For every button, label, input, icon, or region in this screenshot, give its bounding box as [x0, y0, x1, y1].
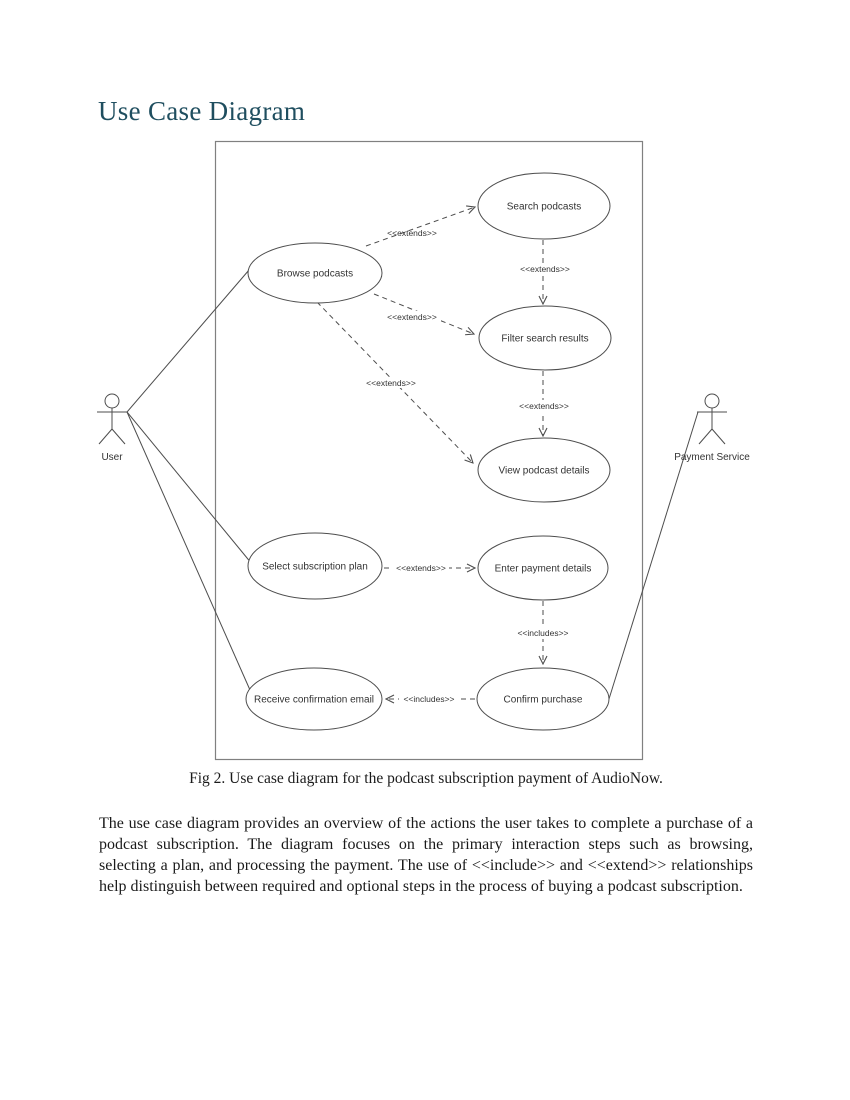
actor-user — [97, 394, 127, 463]
edge-browse-extends-filter — [374, 294, 474, 334]
use-case-label: Browse podcasts — [276, 268, 354, 280]
edge-search-extends-filter — [515, 240, 573, 304]
use-case-select-subscription-plan — [248, 533, 382, 599]
actor-user-label: User — [101, 452, 123, 463]
edge-label: <<extends>> — [519, 401, 569, 411]
use-case-receive-confirmation-email — [246, 668, 382, 730]
body-paragraph: The use case diagram provides an overview of the actions the user takes to complete a purchase of a podcast subscription. The diagram focuses on the primary interaction steps such as browsing, selecting a plan, and processing the payment. The use of <<include>> and <<extend>> relationships help distinguish between required and optional steps in the process of buying a podcast subscription. — [99, 815, 753, 895]
edge-label: <<includes>> — [517, 628, 569, 638]
edge-select-extends-enter — [384, 562, 475, 574]
use-case-label: Confirm purchase — [503, 694, 583, 706]
page-title: Use Case Diagram — [98, 96, 306, 126]
actor-payment-service — [674, 394, 750, 463]
edge-enter-includes-confirm — [513, 601, 573, 664]
actor-user-head-icon — [105, 394, 119, 408]
association-lines — [127, 270, 698, 699]
use-case-label: Search podcasts — [506, 201, 582, 213]
actor-payment-service-head-icon — [705, 394, 719, 408]
edge-label: <<extends>> — [366, 378, 416, 388]
edge-filter-extends-view — [515, 371, 573, 436]
actor-payment-service-label: Payment Service — [674, 452, 750, 463]
use-case-label: View podcast details — [498, 465, 590, 477]
use-case-label: Receive confirmation email — [253, 694, 375, 706]
use-case-view-podcast-details — [478, 438, 610, 502]
figure-caption: Fig 2. Use case diagram for the podcast subscription payment of AudioNow. — [189, 770, 663, 787]
edge-label: <<extends>> — [387, 312, 437, 322]
edge-label: <<extends>> — [387, 228, 437, 238]
edge-browse-extends-search — [366, 207, 475, 246]
use-case-enter-payment-details — [478, 536, 608, 600]
use-case-label: Filter search results — [501, 333, 589, 345]
edge-label: <<extends>> — [520, 264, 570, 274]
association-user-receive — [127, 412, 250, 690]
association-user-browse — [127, 270, 249, 412]
use-case-label: Enter payment details — [494, 563, 592, 575]
edge-confirm-includes-receive — [386, 693, 475, 705]
use-case-confirm-purchase — [477, 668, 609, 730]
use-case-search-podcasts — [478, 173, 610, 239]
edge-browse-extends-view — [317, 302, 473, 463]
edge-label: <<includes>> — [403, 694, 455, 704]
use-case-label: Select subscription plan — [262, 561, 368, 573]
association-user-select — [127, 412, 252, 564]
use-case-browse-podcasts — [248, 243, 382, 303]
use-case-filter-search-results — [479, 306, 611, 370]
edge-label: <<extends>> — [396, 563, 446, 573]
